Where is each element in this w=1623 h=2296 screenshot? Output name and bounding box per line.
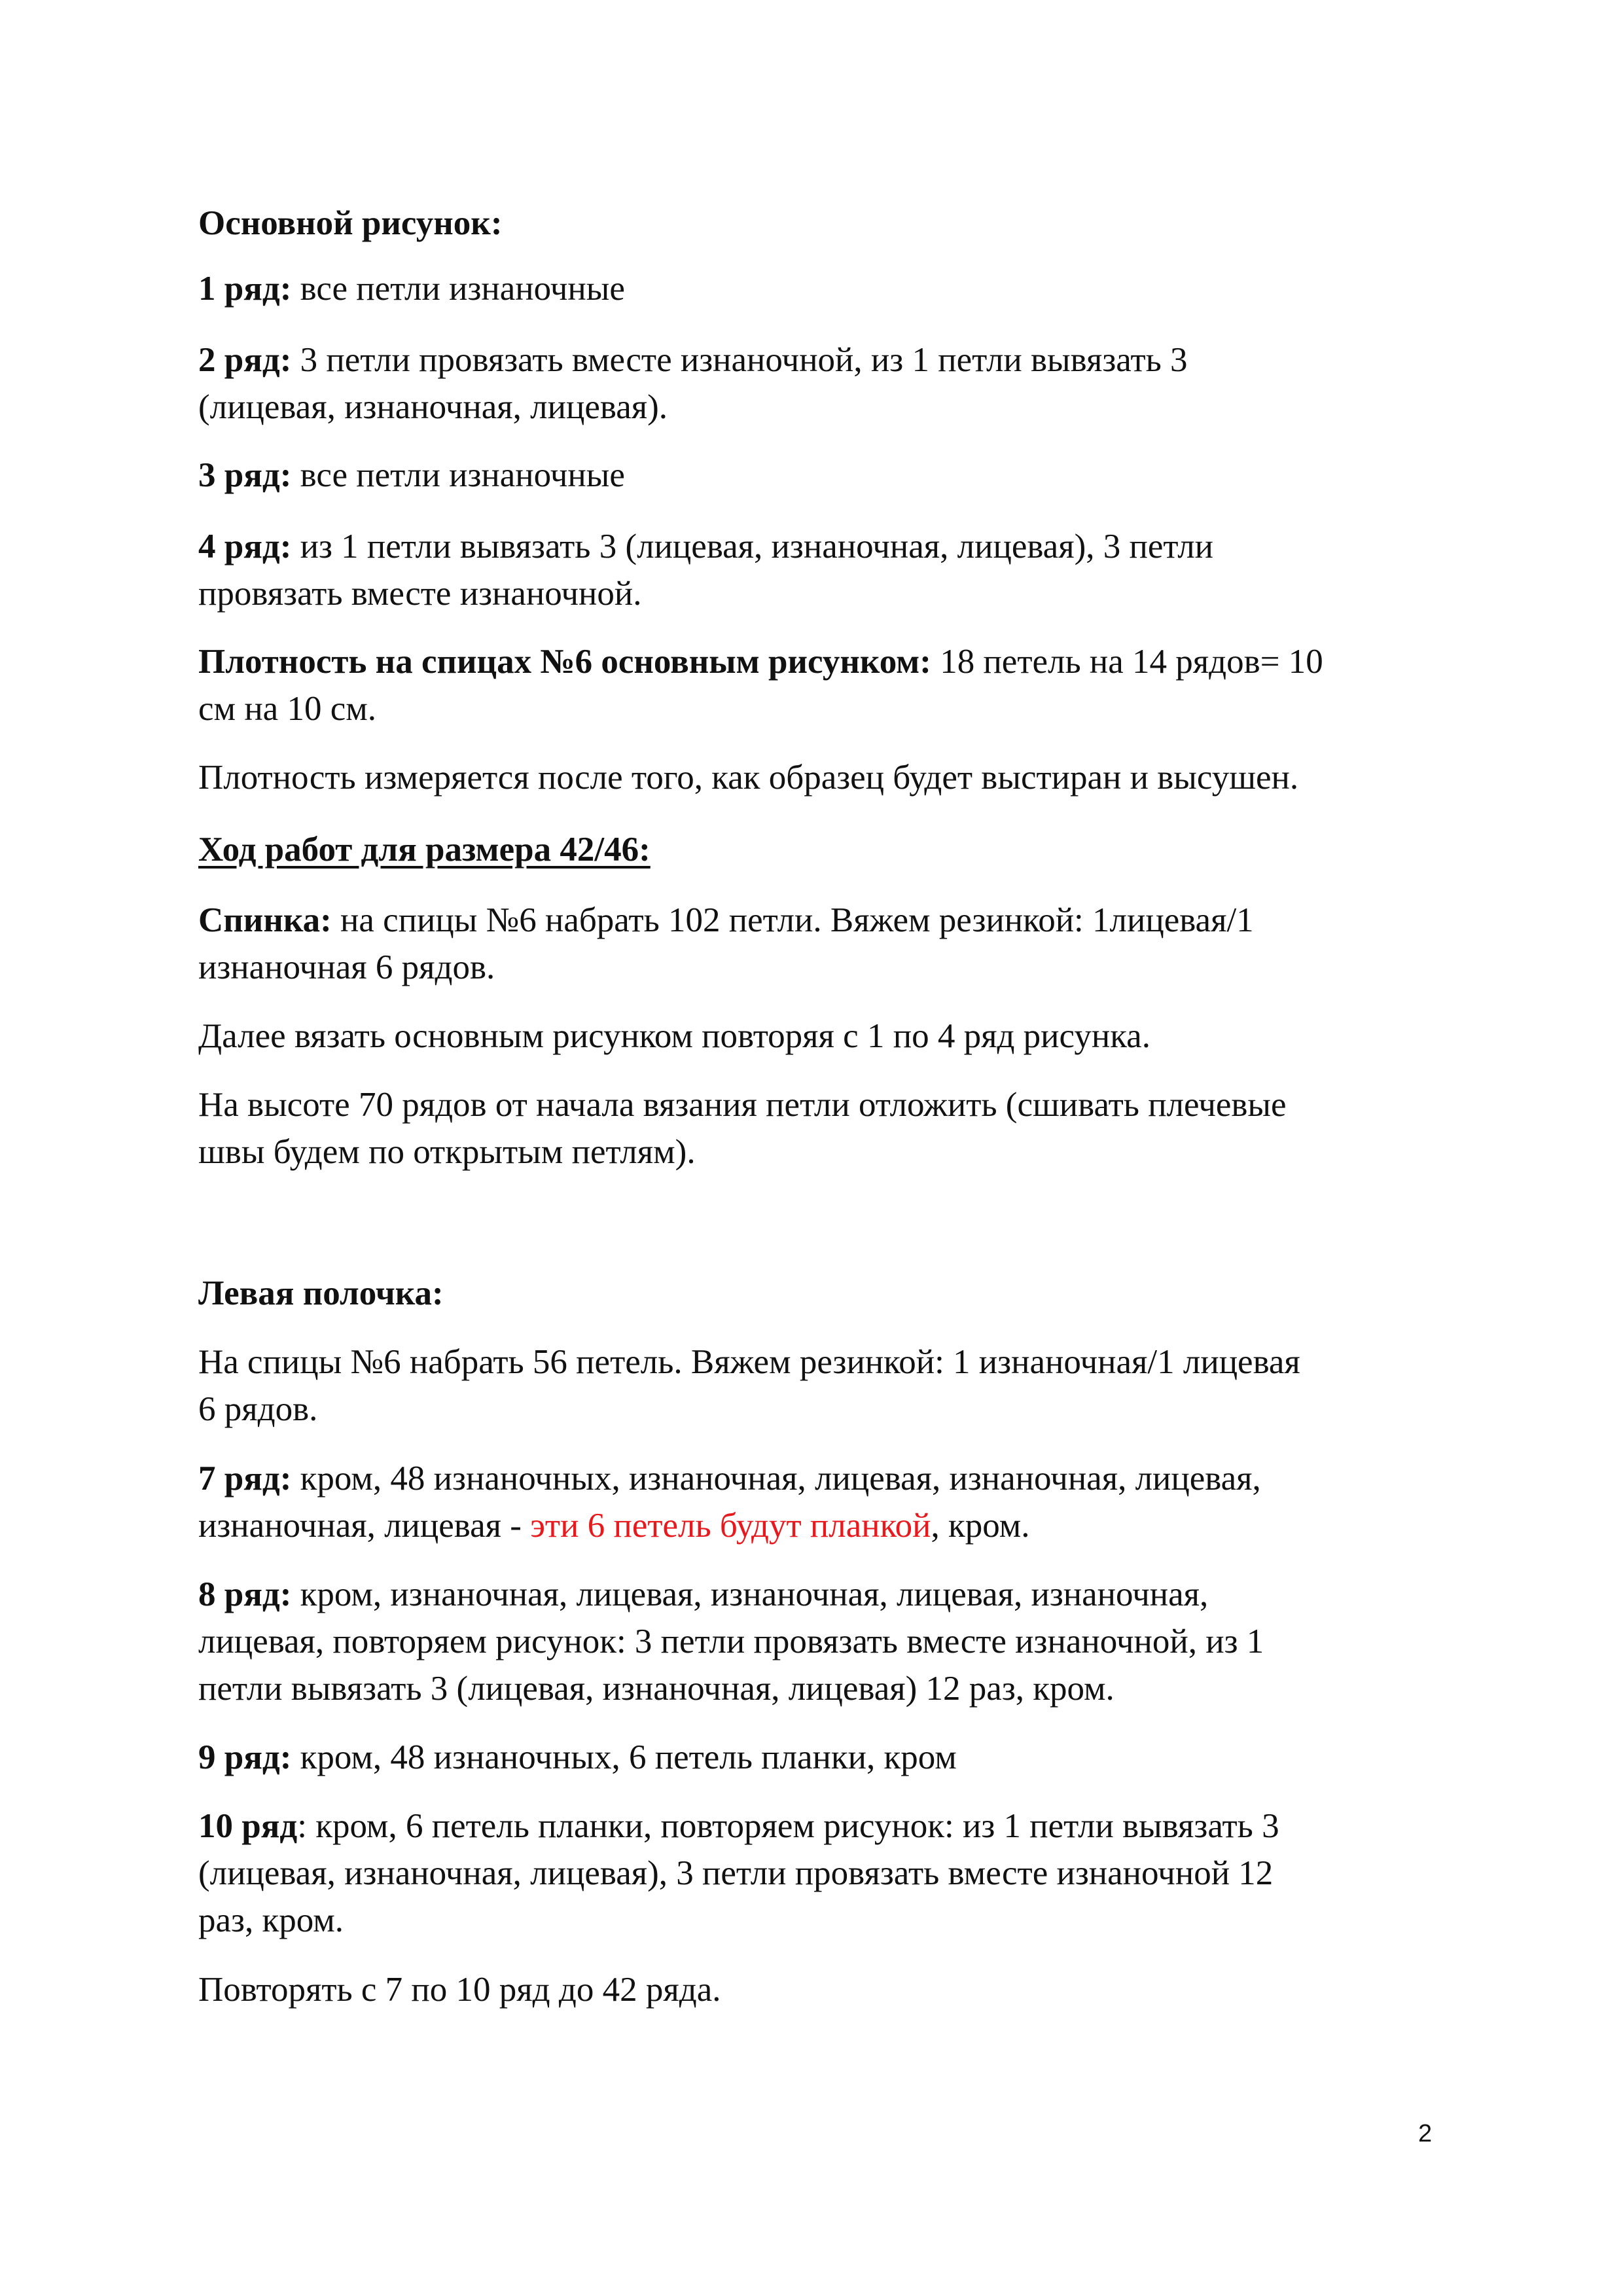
- row-text: изнаночная, лицевая -: [198, 1507, 531, 1545]
- row-text: 3 петли провязать вместе изнаночной, из 1 петли вывязать 3: [291, 341, 1188, 379]
- row-2-instruction: [198, 336, 1442, 384]
- row-label: 8 ряд:: [198, 1575, 292, 1613]
- main-pattern-heading: Основной рисунок:: [198, 204, 503, 242]
- row-8-continuation: лицевая, повторяем рисунок: 3 петли провязать вместе изнаночной, из 1: [198, 1623, 1264, 1660]
- back-text: на спицы №6 набрать 102 петли. Вяжем резинкой: 1лицевая/1: [331, 901, 1254, 939]
- row-7-continuation: [198, 1502, 1442, 1549]
- row-text: все петли изнаночные: [291, 456, 625, 494]
- row-10-continuation: (лицевая, изнаночная, лицевая), 3 петли провязать вместе изнаночной 12: [198, 1854, 1274, 1892]
- row-label: 9 ряд:: [198, 1738, 292, 1776]
- gauge-note: Плотность измеряется после того, как образец будет выстиран и высушен.: [198, 759, 1299, 797]
- row-4-continuation: провязать вместе изнаночной.: [198, 575, 642, 613]
- gauge-label: Плотность на спицах №6 основным рисунком:: [198, 643, 931, 681]
- row-text: кром, изнаночная, лицевая, изнаночная, лицевая, изнаночная,: [291, 1575, 1209, 1613]
- work-heading: Ход работ для размера 42/46:: [198, 831, 651, 869]
- row-text: кром, 48 изнаночных, 6 петель планки, кром: [291, 1738, 957, 1776]
- row-10-continuation-2: раз, кром.: [198, 1901, 344, 1939]
- gauge-paragraph: [198, 638, 1442, 685]
- row-label: 10 ряд: [198, 1807, 298, 1845]
- back-label: Спинка:: [198, 901, 332, 939]
- row-label: 4 ряд:: [198, 528, 292, 565]
- row-1-instruction: [198, 265, 1442, 312]
- row-label: 2 ряд:: [198, 341, 292, 379]
- row-text: из 1 петли вывязать 3 (лицевая, изнаночная, лицевая), 3 петли: [291, 528, 1214, 565]
- row-label: 1 ряд:: [198, 270, 292, 308]
- row-text: : кром, 6 петель планки, повторяем рисунок: из 1 петли вывязать 3: [297, 1807, 1279, 1845]
- row-label: 3 ряд:: [198, 456, 292, 494]
- row-2-continuation: (лицевая, изнаночная, лицевая).: [198, 388, 668, 426]
- row-text: все петли изнаночные: [291, 270, 625, 308]
- page-number: 2: [1418, 2120, 1433, 2147]
- row-9-instruction: [198, 1734, 1442, 1781]
- left-front-cast-on-continuation: 6 рядов.: [198, 1390, 318, 1428]
- row-7-instruction: [198, 1455, 1442, 1502]
- row-8-continuation-2: петли вывязать 3 (лицевая, изнаночная, лицевая) 12 раз, кром.: [198, 1670, 1115, 1708]
- row-10-instruction: [198, 1803, 1442, 1850]
- back-paragraph: [198, 897, 1442, 944]
- back-continuation: изнаночная 6 рядов.: [198, 948, 495, 986]
- row-label: 7 ряд:: [198, 1460, 292, 1498]
- repeat-instruction: Повторять с 7 по 10 ряд до 42 ряда.: [198, 1971, 721, 2009]
- row-8-instruction: [198, 1571, 1442, 1618]
- row-text: кром, 48 изнаночных, изнаночная, лицевая, изнаночная, лицевая,: [291, 1460, 1261, 1498]
- row-text: , кром.: [931, 1507, 1030, 1545]
- row-3-instruction: [198, 452, 1442, 499]
- placket-note-highlight: эти 6 петель будут планкой: [530, 1507, 931, 1545]
- back-end-paragraph: На высоте 70 рядов от начала вязания петли отложить (сшивать плечевые: [198, 1086, 1287, 1124]
- row-4-instruction: [198, 523, 1442, 570]
- back-continue-pattern: Далее вязать основным рисунком повторяя с 1 по 4 ряд рисунка.: [198, 1017, 1150, 1055]
- left-front-heading: Левая полочка:: [198, 1274, 444, 1312]
- left-front-cast-on: На спицы №6 набрать 56 петель. Вяжем резинкой: 1 изнаночная/1 лицевая: [198, 1343, 1300, 1381]
- gauge-text: 18 петель на 14 рядов= 10: [931, 643, 1323, 681]
- back-end-continuation: швы будем по открытым петлям).: [198, 1133, 696, 1171]
- gauge-continuation: см на 10 см.: [198, 690, 377, 728]
